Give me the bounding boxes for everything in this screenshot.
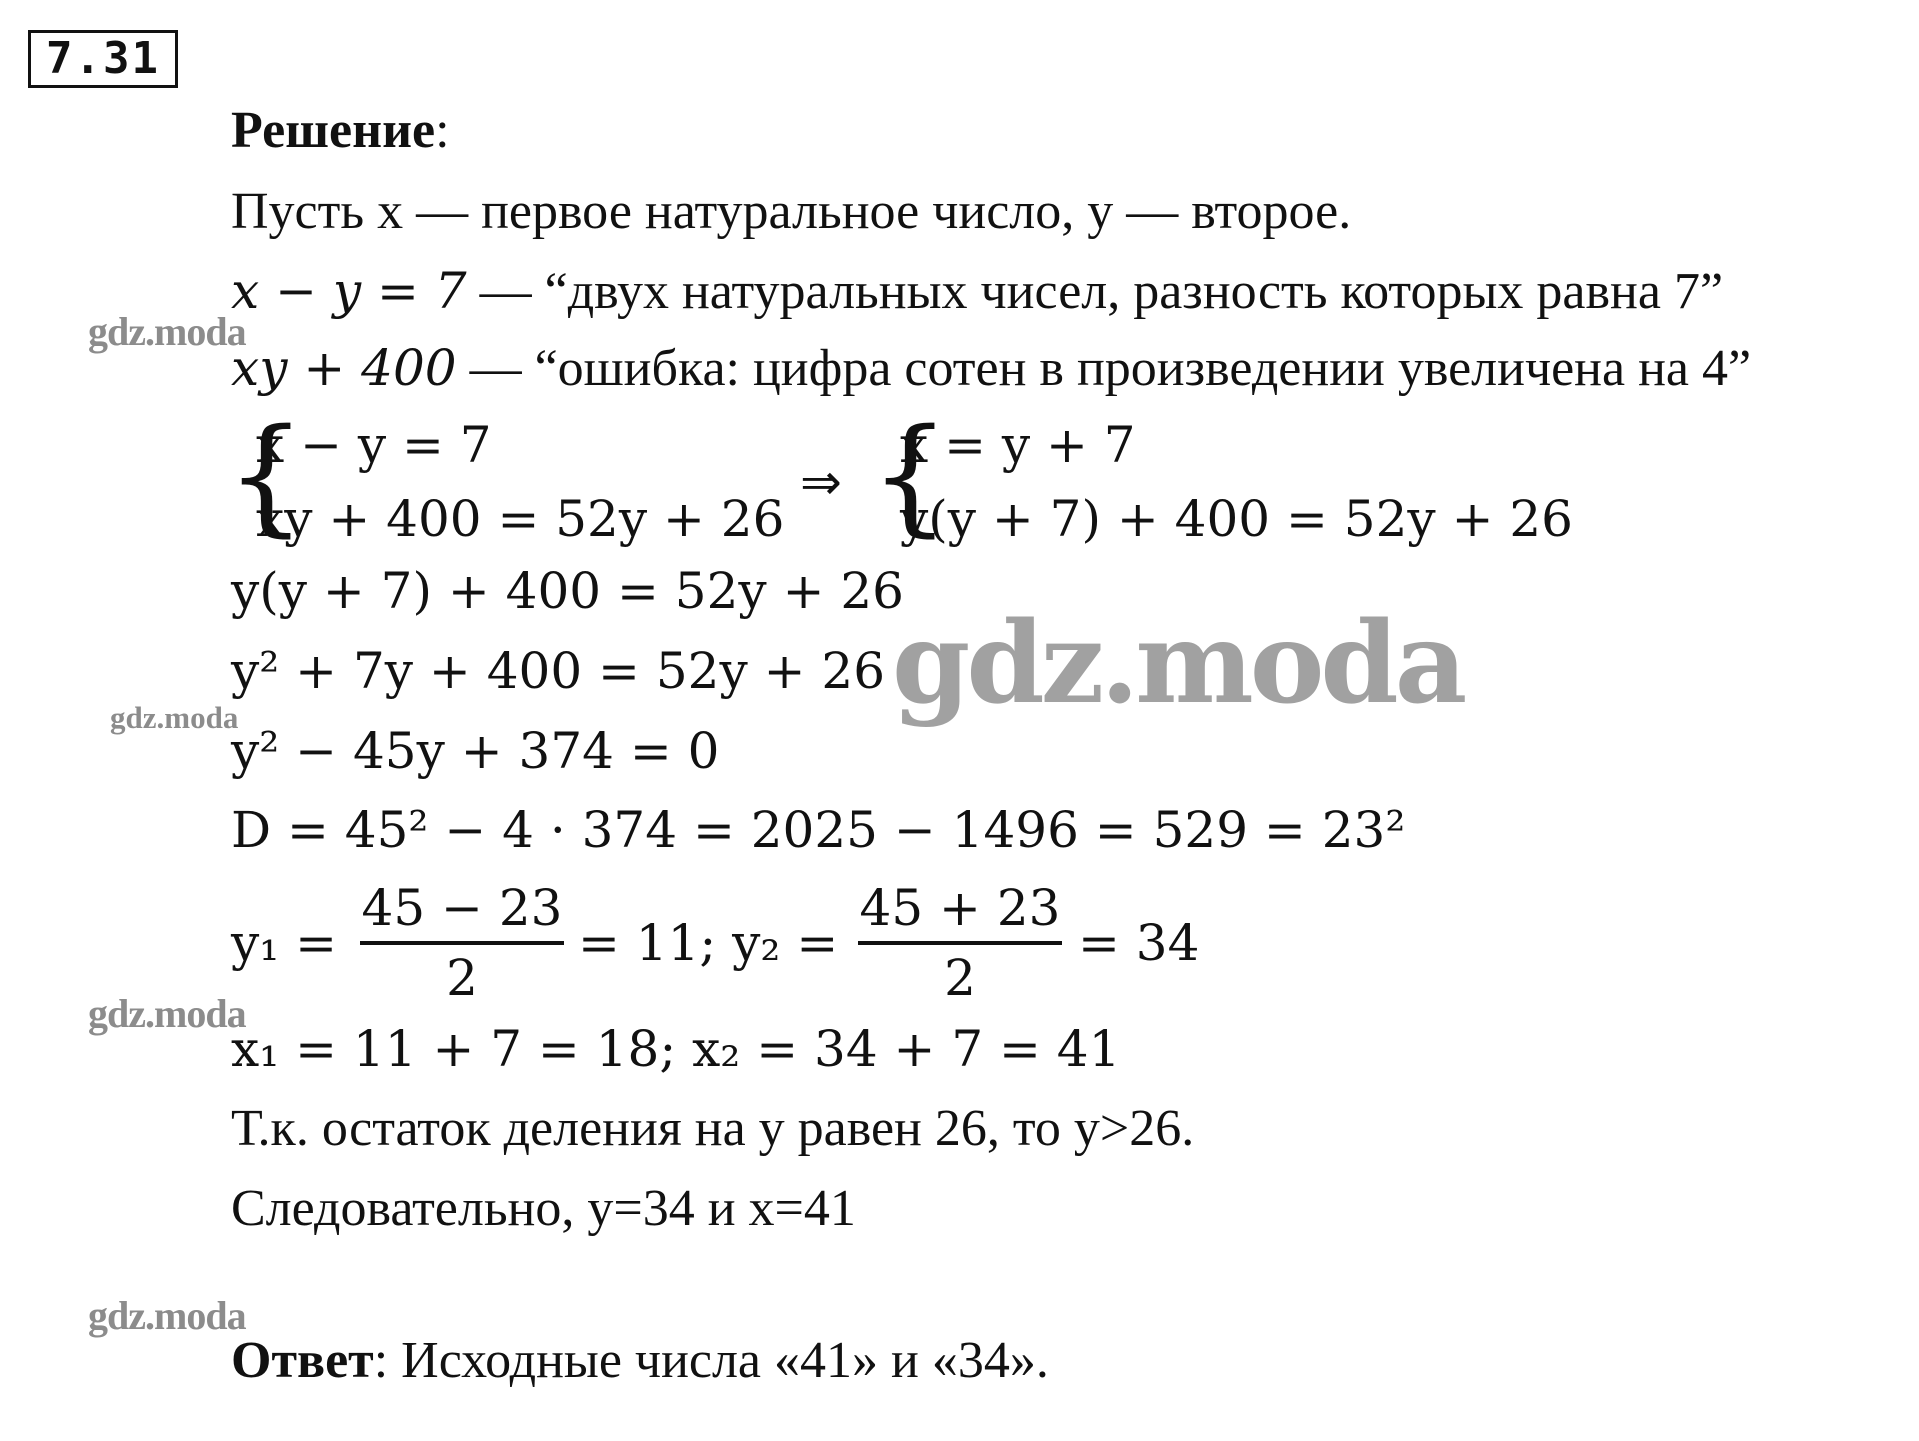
y2-result: = 34 — [1078, 914, 1200, 972]
answer-line — [231, 1330, 1049, 1392]
answer-label: Ответ — [231, 1332, 374, 1389]
watermark: gdz.moda — [88, 991, 246, 1036]
remainder-line: Т.к. остаток деления на y равен 26, то y>26. — [231, 1100, 1195, 1157]
system-1-brace: { — [226, 402, 307, 549]
system-2-top: x = y + 7 — [900, 416, 1136, 474]
system-1-top: x − y = 7 — [256, 416, 492, 474]
y1-numerator: 45 − 23 — [360, 875, 564, 945]
condition-2-text: — “ошибка: цифра сотен в произведении увеличена на 4” — [456, 340, 1752, 397]
intro-line: Пусть x — первое натуральное число, y — второе. — [231, 183, 1352, 240]
system-2-brace: { — [870, 402, 951, 549]
y2-denominator: 2 — [944, 949, 976, 1007]
y1-denominator: 2 — [446, 949, 478, 1007]
solution-heading — [231, 100, 450, 162]
condition-1-math: x − y = 7 — [231, 262, 467, 320]
y2-fraction — [858, 875, 1062, 1011]
watermark: gdz.moda — [110, 700, 239, 735]
watermark: gdz.moda — [88, 1293, 246, 1338]
equation-2: y² + 7y + 400 = 52y + 26 — [231, 642, 886, 700]
discriminant-line: D = 45² − 4 · 374 = 2025 − 1496 = 529 = 23² — [231, 801, 1406, 859]
condition-2-math: xy + 400 — [231, 339, 457, 397]
condition-1 — [231, 260, 1723, 323]
equation-3: y² − 45y + 374 = 0 — [231, 722, 720, 780]
implies-arrow: ⇒ — [800, 453, 842, 511]
system-1 — [226, 402, 785, 556]
solution-colon: : — [435, 102, 450, 159]
condition-2 — [231, 337, 1751, 400]
system-1-bottom: xy + 400 = 52y + 26 — [256, 490, 785, 548]
y2-numerator: 45 + 23 — [858, 875, 1062, 945]
watermark: gdz.moda — [88, 309, 246, 354]
x-values-line: x₁ = 11 + 7 = 18; x₂ = 34 + 7 = 41 — [231, 1020, 1121, 1078]
y1-result: = 11; y₂ = — [578, 914, 839, 972]
solution-label: Решение — [231, 102, 436, 159]
problem-number: 7.31 — [46, 33, 160, 84]
equation-1: y(y + 7) + 400 = 52y + 26 — [231, 562, 904, 620]
watermark-large: gdz.moda — [892, 598, 1464, 729]
conclusion-line: Следовательно, y=34 и x=41 — [231, 1180, 856, 1237]
problem-number-box — [28, 30, 178, 88]
y1-label: y₁ = — [231, 914, 338, 972]
answer-text: : Исходные числа «41» и «34». — [373, 1332, 1049, 1389]
system-2-bottom: y(y + 7) + 400 = 52y + 26 — [900, 490, 1573, 548]
condition-1-text: — “двух натуральных чисел, разность которых равна 7” — [466, 263, 1724, 320]
y1-fraction — [360, 875, 564, 1011]
system-2 — [870, 402, 1573, 556]
